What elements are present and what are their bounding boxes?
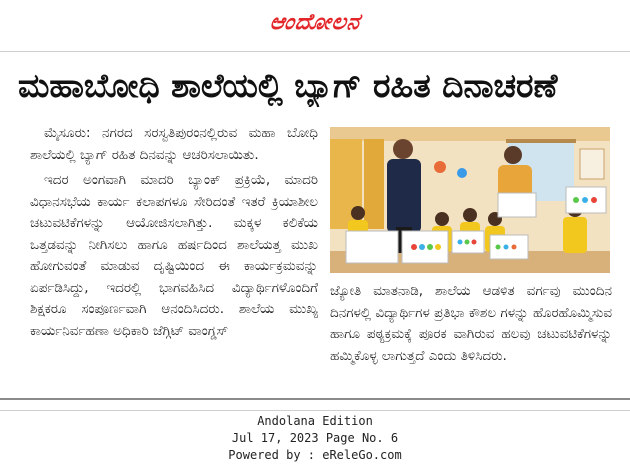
article-paragraph-1: ಮೈಸೂರು: ನಗರದ ಸರಸ್ವತಿಪುರಂನಲ್ಲಿರುವ ಮಹಾ ಬೋಧಿ ಶಾಲೆಯಲ್ಲಿ ಬ್ಯಾಗ್ ರಹಿತ ದಿನವನ್ನು ಆಚರಿಸಲಾಯಿತು. [30, 125, 318, 163]
classroom-photo-illustration [330, 127, 610, 273]
divider-bottom-thin [0, 410, 630, 411]
divider-top [0, 51, 630, 52]
article-paragraph-2: ಇದರ ಅಂಗವಾಗಿ ಮಾದರಿ ಬ್ಯಾಂಕ್ ಪ್ರಕ್ರಿಯೆ, ಮಾದರಿ ವಿಧಾನಸಭೆಯ ಕಾರ್ಯ ಕಲಾಪಗಳೂ ಸೇರಿದಂತೆ ಇತರೆ ಕ್ರಿಯಾಶೀಲ ಚಟುವಟಿಕೆಗಳನ್ನು ಆಯೋಜಿಸಲಾಗಿತ್ತು. ಮಕ್ಕಳ ಕಲಿಕೆಯ ಒತ್ತಡವನ್ನು ನೀಗಿಸಲು ಹಾಗೂ ಹರ್ಷದಿಂದ ಶಾಲೆಯತ್ತ ಮುಖ ಹೋಗುವಂತೆ ಮಾಡುವ ದೃಷ್ಟಿಯಿಂದ ಈ ಕಾರ್ಯಕ್ರಮವನ್ನು ಏರ್ಪಡಿಸಿದ್ದು, ಇದರಲ್ಲಿ ಭಾಗವಹಿಸಿದ ವಿದ್ಯಾರ್ಥಿಗಳೊಂದಿಗೆ ಶಿಕ್ಷಕರೂ ಸಂಪೂರ್ಣವಾಗಿ ಆನಂದಿಸಿದರು. ಶಾಲೆಯ ಮುಖ್ಯ ಕಾರ್ಯನಿರ್ವಹಣಾ ಅಧಿಕಾರಿ ಜೆಗ್ಗಿಟ್ ವಾಂಗ್ಡಸ್ [30, 172, 318, 339]
newspaper-logo: ಆಂದೋಲನ [268, 9, 362, 35]
divider-bottom [0, 398, 630, 400]
article-headline: ಮಹಾಬೋಧಿ ಶಾಲೆಯಲ್ಲಿ ಬ್ಯಾಗ್ ರಹಿತ ದಿನಾಚರಣೆ [18, 66, 558, 105]
edition-footer [0, 413, 630, 464]
powered-by: Powered by : eReleGo.com [228, 448, 402, 462]
edition-name: Andolana Edition [257, 414, 373, 428]
edition-date-page: Jul 17, 2023 Page No. 6 [231, 431, 399, 445]
article-body [30, 123, 318, 342]
photo-caption: ಜ್ಯೋತಿ ಮಾತನಾಡಿ, ಶಾಲೆಯ ಆಡಳಿತ ವರ್ಗವು ಮುಂದಿನ ದಿನಗಳಲ್ಲಿ ವಿದ್ಯಾರ್ಥಿಗಳ ಪ್ರತಿಭಾ ಕೌಶಲ ಗಳನ್ನು ಹೊರಹೊಮ್ಮಿಸುವ ಹಾಗೂ ಪಠ್ಯಕ್ರಮಕ್ಕೆ ಪೂರಕ ವಾಗಿರುವ ಹಲವು ಚಟುವಟಿಕೆಗಳನ್ನು ಹಮ್ಮಿಕೊಳ್ಳ ಲಾಗುತ್ತದೆ ಎಂದು ತಿಳಿಸಿದರು. [330, 283, 612, 364]
masthead [0, 0, 630, 44]
article-photo [330, 127, 610, 273]
